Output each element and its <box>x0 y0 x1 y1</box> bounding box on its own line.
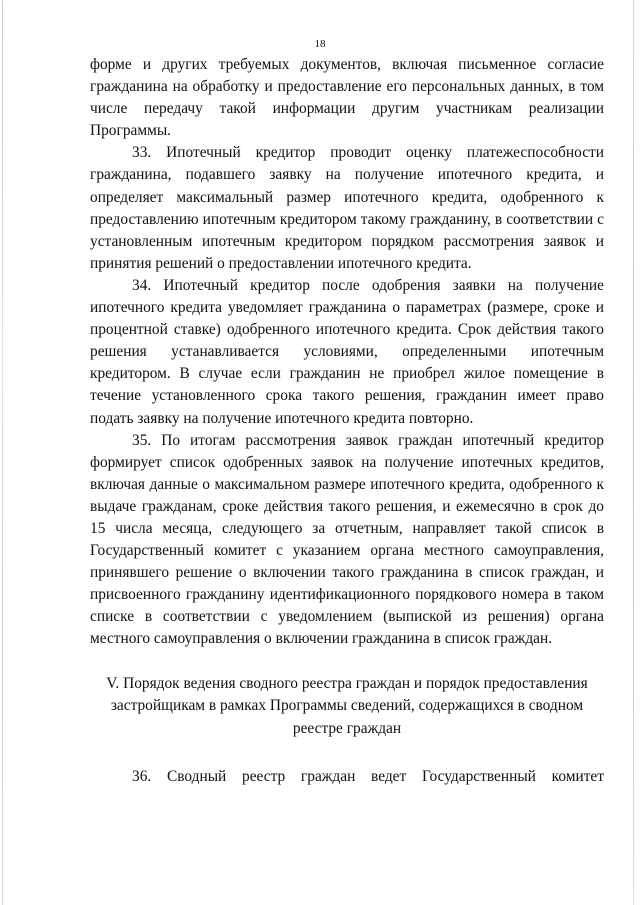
paragraph-36: 36. Сводный реестр граждан ведет Государственный комитет <box>132 768 604 786</box>
document-body <box>90 54 604 788</box>
scan-edge-left <box>2 0 3 905</box>
scan-edge-right <box>633 0 634 905</box>
paragraph-continuation: форме и других требуемых документов, включая письменное согласие гражданина на обработку и предоставление его персональных данных, в том числе передачу такой информации другим участникам реализации Программы. <box>90 56 604 140</box>
section-heading: V. Порядок ведения сводного реестра граждан и порядок предоставления застройщикам в рамках Программы сведений, содержащихся в сводном реестре граждан <box>106 674 588 737</box>
paragraph-33: 33. Ипотечный кредитор проводит оценку платежеспособности гражданина, подавшего заявку на получение ипотечного кредита, и определяет максимальный размер ипотечного кредита, одобренного к предоставлению ипотечным кредитором такому гражданину, в соответствии с установленным ипотечным кредитором порядком рассмотрения заявок и принятия решений о предоставлении ипотечного кредита. <box>90 144 604 272</box>
page-number: 18 <box>314 38 326 50</box>
paragraph-35: 35. По итогам рассмотрения заявок граждан ипотечный кредитор формирует список одобренных заявок на получение ипотечных кредитов, включая данные о максимальном размере ипотечного кредита, одобренного к выдаче гражданам, сроке действия такого решения, и ежемесячно в срок до 15 числа месяца, следующего за отчетным, направляет такой список в Государственный комитет с указанием органа местного самоуправления, принявшего решение о включении такого гражданина в список граждан, и присвоенного гражданину идентификационного порядкового номера в таком списке в соответствии с уведомлением (выпиской из решения) органа местного самоуправления о включении гражданина в список граждан. <box>90 431 604 648</box>
paragraph-34: 34. Ипотечный кредитор после одобрения заявки на получение ипотечного кредита уведомляет гражданина о параметрах (размере, сроке и процентной ставке) одобренного ипотечного кредита. Срок действия такого решения устанавливается условиями, определенными ипотечным кредитором. В случае если гражданин не приобрел жилое помещение в течение установленного срока такого решения, гражданин имеет право подать заявку на получение ипотечного кредита повторно. <box>90 276 604 427</box>
